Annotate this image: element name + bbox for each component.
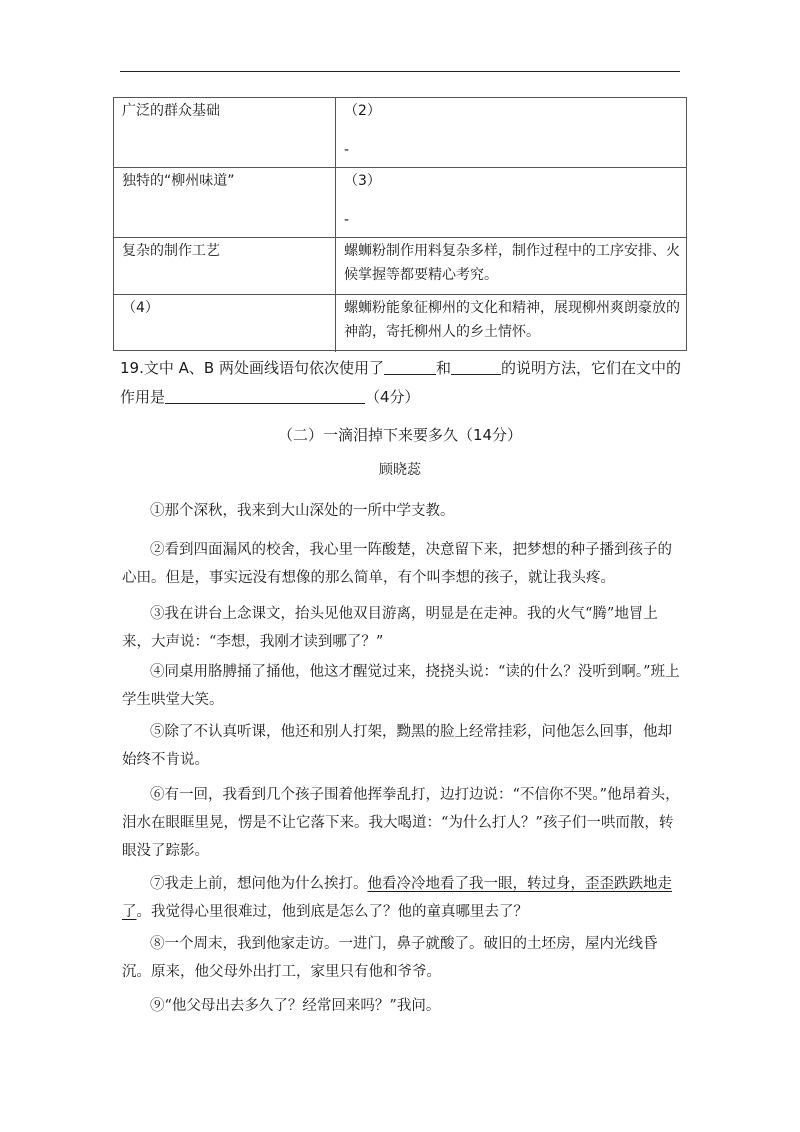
question-text: 和 (435, 359, 451, 377)
dash-mark: - (344, 142, 350, 158)
answer-blank-b[interactable] (451, 358, 501, 375)
table-row (114, 295, 686, 352)
answer-blank-function[interactable] (165, 387, 365, 404)
answer-blank-3: （3） (344, 173, 381, 189)
table-cell-feature: 广泛的群众基础 (114, 98, 336, 167)
paragraph-5: ⑤除了不认真听课，他还和别人打架，黝黑的脸上经常挂彩，问他怎么回事，他却始终不肯说。 (122, 724, 672, 768)
table-row (114, 98, 686, 168)
table-cell-description[interactable] (336, 168, 686, 237)
table-cell-feature: 独特的“柳州味道” (114, 168, 336, 237)
table-cell-feature[interactable] (114, 295, 336, 352)
answer-blank-a[interactable] (384, 358, 436, 375)
table-row (114, 168, 686, 238)
question-score: （4分） (365, 388, 420, 406)
question-text: 的说明方法，它们在文中的作用是 (120, 359, 681, 406)
paragraph-8: ⑧一个周末，我到他家走访。一进门，鼻子就酸了。破旧的土坯房，屋内光线昏沉。原来，他父母外出打工，家里只有他和爷爷。 (122, 936, 658, 980)
question-text: 19.文中 A、B 两处画线语句依次使用了 (120, 359, 384, 377)
dash-mark: - (344, 212, 350, 228)
paragraph-4: ④同桌用胳膊捅了捅他，他这才醒觉过来，挠挠头说：“读的什么？没听到啊。”班上学生哄堂大笑。 (122, 664, 680, 708)
question-19 (120, 354, 690, 412)
table-row (114, 238, 686, 295)
underlined-sentence: 他看冷冷地看了我一眼，转过身，歪歪跌跌地走了 (122, 876, 672, 920)
paragraph-1: ①那个深秋，我来到大山深处的一所中学支教。 (150, 503, 455, 519)
section-title: （二）一滴泪掉下来要多久（14分） (277, 426, 523, 444)
paragraph-9: ⑨“他父母出去多久了？经常回来吗？”我问。 (150, 998, 441, 1014)
author-name: 顾晓蕊 (379, 462, 421, 478)
table-cell-feature: 复杂的制作工艺 (114, 238, 336, 294)
table-cell-description[interactable] (336, 98, 686, 167)
paragraph-6: ⑥有一回，我看到几个孩子围着他挥拳乱打，边打边说：“不信你不哭。”他昂着头，泪水在眼眶里晃，愣是不让它落下来。我大喝道：“为什么打人？”孩子们一哄而散，转眼没了踪影。 (122, 787, 680, 859)
table-cell-description: 螺蛳粉能象征柳州的文化和精神，展现柳州爽朗豪放的神韵，寄托柳州人的乡土情怀。 (344, 300, 680, 340)
paragraph-3: ③我在讲台上念课文，抬头见他双目游离，明显是在走神。我的火气“腾”地冒上来，大声说：“李想，我刚才读到哪了？” (122, 606, 658, 650)
header-rule (120, 71, 680, 72)
feature-table (113, 97, 687, 351)
answer-blank-4: （4） (122, 300, 159, 316)
answer-blank-2: （2） (344, 103, 381, 119)
table-cell-description: 螺蛳粉制作用料复杂多样，制作过程中的工序安排、火候掌握等都要精心考究。 (344, 243, 680, 283)
paragraph-2: ②看到四面漏风的校舍，我心里一阵酸楚，决意留下来，把梦想的种子播到孩子的心田。但是，事实远没有想像的那么简单，有个叫李想的孩子，就让我头疼。 (122, 542, 672, 586)
paragraph-7: ⑦我走上前，想问他为什么挨打。他看冷冷地看了我一眼，转过身，歪歪跌跌地走了。我觉得心里很难过，他到底是怎么了？他的童真哪里去了？ (122, 876, 672, 920)
